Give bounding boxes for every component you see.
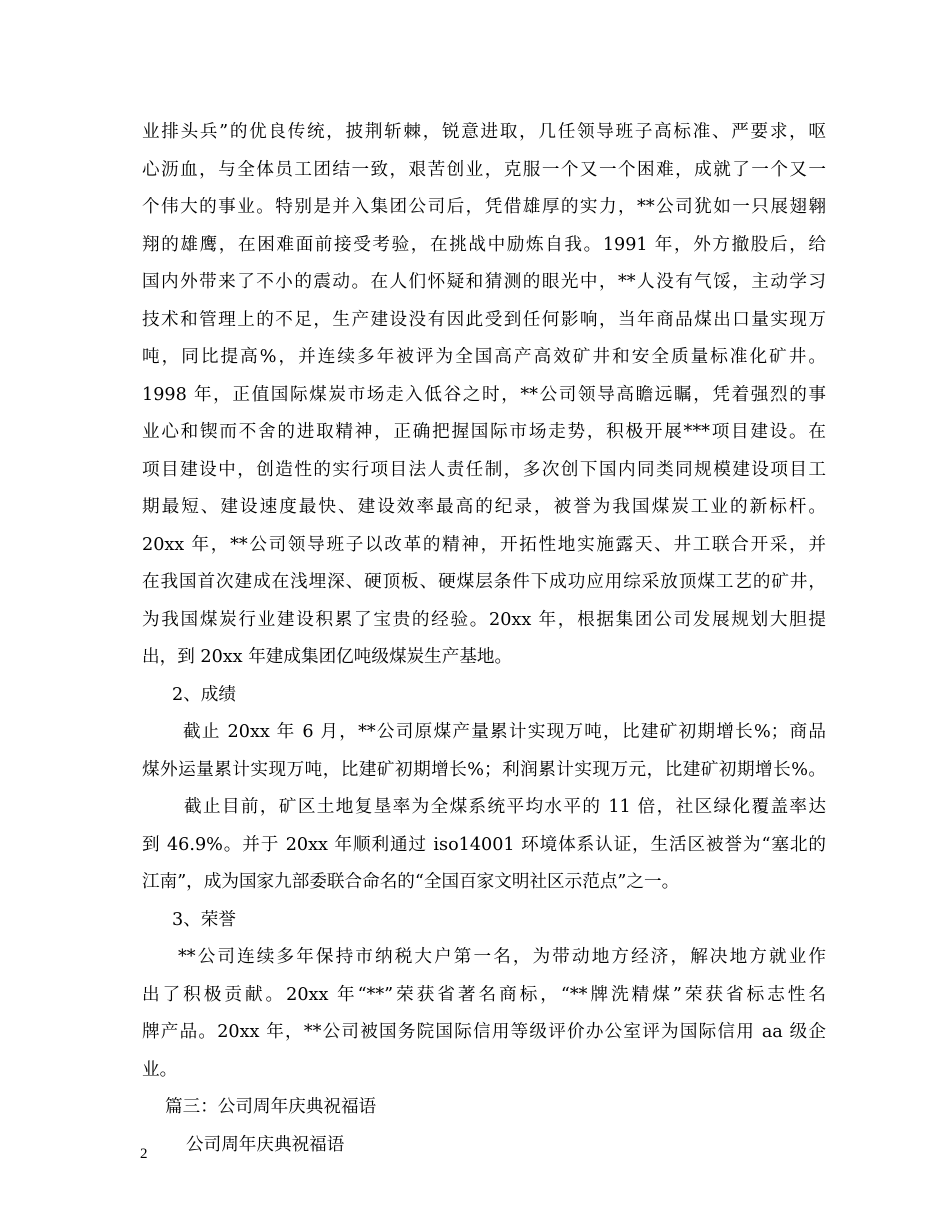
paragraph-achievements-environment <box>142 789 826 902</box>
page-number: 2 <box>140 1146 148 1162</box>
text-line: 项目建设中，创造性的实行项目法人责任制，多次创下国内同类同规模建设项目工 <box>142 459 826 480</box>
text-line: 业排头兵”的优良传统，披荆斩棘，锐意进取，几任领导班子高标准、严要求，呕 <box>142 122 826 142</box>
text-line: 技术和管理上的不足，生产建设没有因此受到任何影响，当年商品煤出口量实现万 <box>142 309 826 330</box>
text-line: 为我国煤炭行业建设积累了宝贵的经验。20xx 年，根据集团公司发展规划大胆提 <box>142 609 826 630</box>
text-line: 出，到 20xx 年建成集团亿吨级煤炭生产基地。 <box>142 647 513 667</box>
text-line: 国内外带来了不小的震动。在人们怀疑和猜测的眼光中，**人没有气馁，主动学习 <box>142 272 826 292</box>
text-line: 期最短、建设速度最快、建设效率最高的纪录，被誉为我国煤炭工业的新标杆。 <box>142 497 826 517</box>
text-line: 心沥血，与全体员工团结一致，艰苦创业，克服一个又一个困难，成就了一个又一 <box>142 159 826 180</box>
text-line: 煤外运量累计实现万吨，比建矿初期增长%；利润累计实现万元，比建矿初期增长%。 <box>142 759 826 780</box>
text-line: 个伟大的事业。特别是并入集团公司后，凭借雄厚的实力，**公司犹如一只展翅翱 <box>142 197 826 217</box>
paragraph-company-history <box>142 114 826 677</box>
text-line: 截止目前，矿区土地复垦率为全煤系统平均水平的 11 倍，社区绿化覆盖率达 <box>184 797 826 817</box>
text-line: 业心和锲而不舍的进取精神，正确把握国际市场走势，积极开展***项目建设。在 <box>142 422 826 442</box>
text-line: 业。 <box>142 1059 178 1080</box>
text-line: 到 46.9%。并于 20xx 年顺利通过 iso14001 环境体系认证，生活区被誉为“塞北的 <box>142 834 826 855</box>
text-line: 江南”，成为国家九部委联合命名的“全国百家文明社区示范点”之一。 <box>142 872 680 892</box>
paragraph-achievements-output <box>142 714 826 789</box>
text-line: 翔的雄鹰，在困难面前接受考验，在挑战中励炼自我。1991 年，外方撤股后，给 <box>142 234 826 255</box>
document-body <box>142 114 826 1164</box>
text-line: 1998 年，正值国际煤炭市场走入低谷之时，**公司领导高瞻远瞩，凭着强烈的事 <box>142 384 826 405</box>
section-subtitle: 公司周年庆典祝福语 <box>186 1134 345 1155</box>
text-line: 出了积极贡献。20xx 年“**”荣获省著名商标，“**牌洗精煤”荣获省标志性名 <box>142 984 826 1005</box>
section-title: 篇三：公司周年庆典祝福语 <box>165 1097 377 1117</box>
text-line: 截止 20xx 年 6 月，**公司原煤产量累计实现万吨，比建矿初期增长%；商品 <box>183 722 826 742</box>
text-line: 20xx 年，**公司领导班子以改革的精神，开拓性地实施露天、井工联合开采，并 <box>142 534 826 555</box>
section-heading-achievements: 2、成绩 <box>172 684 236 705</box>
section-heading-honors: 3、荣誉 <box>172 909 236 930</box>
paragraph-honors <box>142 939 826 1089</box>
text-line: 在我国首次建成在浅埋深、硬顶板、硬煤层条件下成功应用综采放顶煤工艺的矿井， <box>142 572 826 592</box>
text-line: **公司连续多年保持市纳税大户第一名，为带动地方经济，解决地方就业作 <box>178 947 826 967</box>
text-line: 牌产品。20xx 年，**公司被国务院国际信用等级评价办公室评为国际信用 aa 级企 <box>142 1022 826 1042</box>
text-line: 吨，同比提高%，并连续多年被评为全国高产高效矿井和安全质量标准化矿井。 <box>142 347 826 367</box>
